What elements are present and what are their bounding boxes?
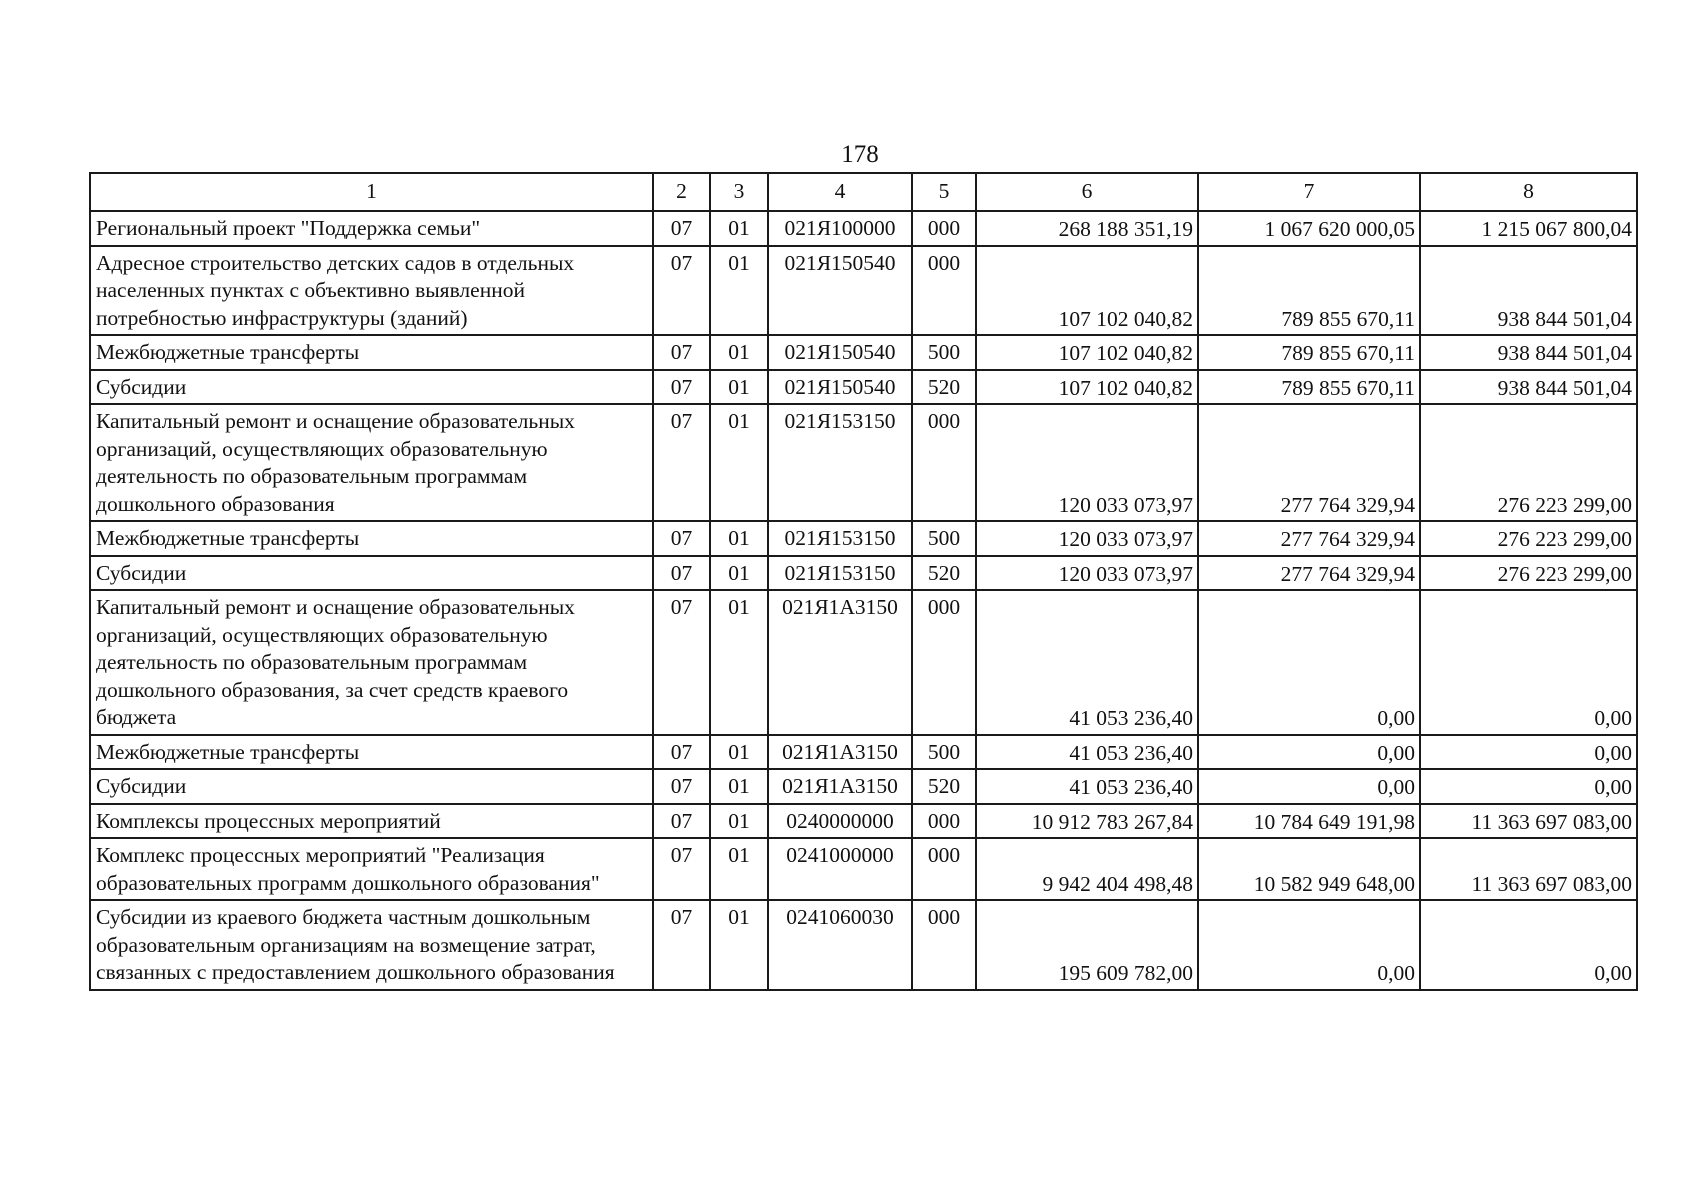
row-subsection: 01 [710,804,768,839]
row-amount-7: 277 764 329,94 [1198,521,1420,556]
col-header-6: 6 [976,173,1198,211]
row-expense-type: 000 [912,804,976,839]
row-amount-7: 0,00 [1198,900,1420,990]
row-expense-type: 500 [912,521,976,556]
row-section: 07 [653,590,710,735]
row-amount-7: 277 764 329,94 [1198,556,1420,591]
row-subsection: 01 [710,404,768,521]
row-amount-6: 107 102 040,82 [976,370,1198,405]
row-amount-8: 1 215 067 800,04 [1420,211,1637,246]
row-amount-6: 120 033 073,97 [976,404,1198,521]
row-expense-type: 520 [912,370,976,405]
row-name: Капитальный ремонт и оснащение образовательных организаций, осуществляющих образовательную деятельность по образовательным программам дошкольного образования, за счет средств краевого бюджета [90,590,653,735]
row-subsection: 01 [710,246,768,336]
row-expense-type: 500 [912,335,976,370]
row-expense-type: 000 [912,590,976,735]
row-name: Межбюджетные трансферты [90,735,653,770]
row-amount-7: 789 855 670,11 [1198,335,1420,370]
row-section: 07 [653,335,710,370]
row-amount-8: 276 223 299,00 [1420,556,1637,591]
col-header-8: 8 [1420,173,1637,211]
page-number: 178 [841,141,879,168]
row-amount-6: 41 053 236,40 [976,769,1198,804]
row-subsection: 01 [710,370,768,405]
row-section: 07 [653,900,710,990]
row-amount-8: 0,00 [1420,735,1637,770]
row-target-code: 021Я153150 [768,556,912,591]
table-row [90,370,1637,405]
row-target-code: 0241000000 [768,838,912,900]
row-expense-type: 000 [912,900,976,990]
row-amount-8: 938 844 501,04 [1420,335,1637,370]
row-amount-7: 0,00 [1198,769,1420,804]
table-row [90,804,1637,839]
row-target-code: 021Я1А3150 [768,769,912,804]
col-header-2: 2 [653,173,710,211]
row-expense-type: 000 [912,246,976,336]
row-expense-type: 000 [912,838,976,900]
table-row [90,735,1637,770]
row-amount-6: 120 033 073,97 [976,556,1198,591]
row-section: 07 [653,804,710,839]
row-amount-6: 9 942 404 498,48 [976,838,1198,900]
row-target-code: 021Я153150 [768,521,912,556]
row-amount-6: 195 609 782,00 [976,900,1198,990]
table-row [90,838,1637,900]
row-name: Субсидии [90,370,653,405]
row-amount-7: 789 855 670,11 [1198,246,1420,336]
row-amount-6: 41 053 236,40 [976,735,1198,770]
table-row [90,556,1637,591]
row-amount-8: 0,00 [1420,590,1637,735]
row-name: Субсидии [90,556,653,591]
row-amount-7: 0,00 [1198,735,1420,770]
row-name: Адресное строительство детских садов в отдельных населенных пунктах с объективно выявленной потребностью инфраструктуры (зданий) [90,246,653,336]
row-amount-6: 120 033 073,97 [976,521,1198,556]
row-subsection: 01 [710,590,768,735]
row-expense-type: 000 [912,404,976,521]
row-section: 07 [653,838,710,900]
row-target-code: 0241060030 [768,900,912,990]
row-amount-7: 789 855 670,11 [1198,370,1420,405]
row-subsection: 01 [710,735,768,770]
row-amount-6: 107 102 040,82 [976,335,1198,370]
row-name: Комплекс процессных мероприятий "Реализация образовательных программ дошкольного образования" [90,838,653,900]
table-row [90,246,1637,336]
row-name: Межбюджетные трансферты [90,335,653,370]
row-target-code: 021Я1А3150 [768,590,912,735]
row-subsection: 01 [710,521,768,556]
row-name: Региональный проект "Поддержка семьи" [90,211,653,246]
row-amount-7: 277 764 329,94 [1198,404,1420,521]
row-amount-8: 0,00 [1420,769,1637,804]
row-target-code: 021Я153150 [768,404,912,521]
row-target-code: 021Я100000 [768,211,912,246]
row-name: Капитальный ремонт и оснащение образовательных организаций, осуществляющих образовательную деятельность по образовательным программам дошкольного образования [90,404,653,521]
row-subsection: 01 [710,556,768,591]
row-subsection: 01 [710,335,768,370]
row-subsection: 01 [710,838,768,900]
row-amount-6: 10 912 783 267,84 [976,804,1198,839]
col-header-7: 7 [1198,173,1420,211]
row-subsection: 01 [710,900,768,990]
row-amount-7: 10 582 949 648,00 [1198,838,1420,900]
row-amount-6: 41 053 236,40 [976,590,1198,735]
row-amount-8: 938 844 501,04 [1420,246,1637,336]
row-amount-7: 1 067 620 000,05 [1198,211,1420,246]
header-row [90,173,1637,211]
table-row [90,900,1637,990]
col-header-5: 5 [912,173,976,211]
row-section: 07 [653,769,710,804]
row-expense-type: 500 [912,735,976,770]
row-target-code: 021Я150540 [768,335,912,370]
row-section: 07 [653,521,710,556]
row-subsection: 01 [710,211,768,246]
row-amount-8: 276 223 299,00 [1420,521,1637,556]
row-section: 07 [653,370,710,405]
row-name: Межбюджетные трансферты [90,521,653,556]
row-section: 07 [653,211,710,246]
row-amount-8: 276 223 299,00 [1420,404,1637,521]
row-amount-6: 268 188 351,19 [976,211,1198,246]
col-header-4: 4 [768,173,912,211]
row-section: 07 [653,404,710,521]
row-name: Комплексы процессных мероприятий [90,804,653,839]
row-target-code: 021Я150540 [768,370,912,405]
row-name: Субсидии из краевого бюджета частным дошкольным образовательным организациям на возмещение затрат, связанных с предоставлением дошкольного образования [90,900,653,990]
row-amount-7: 0,00 [1198,590,1420,735]
col-header-1: 1 [90,173,653,211]
row-target-code: 021Я1А3150 [768,735,912,770]
row-expense-type: 520 [912,769,976,804]
row-section: 07 [653,246,710,336]
table-row [90,404,1637,521]
row-expense-type: 000 [912,211,976,246]
row-target-code: 0240000000 [768,804,912,839]
row-amount-8: 11 363 697 083,00 [1420,838,1637,900]
row-section: 07 [653,556,710,591]
table-row [90,335,1637,370]
row-expense-type: 520 [912,556,976,591]
row-amount-7: 10 784 649 191,98 [1198,804,1420,839]
row-amount-8: 11 363 697 083,00 [1420,804,1637,839]
row-amount-8: 0,00 [1420,900,1637,990]
row-section: 07 [653,735,710,770]
row-name: Субсидии [90,769,653,804]
row-subsection: 01 [710,769,768,804]
row-target-code: 021Я150540 [768,246,912,336]
table-row [90,590,1637,735]
row-amount-6: 107 102 040,82 [976,246,1198,336]
table-row [90,211,1637,246]
col-header-3: 3 [710,173,768,211]
table-row [90,521,1637,556]
budget-table [89,172,1638,991]
row-amount-8: 938 844 501,04 [1420,370,1637,405]
table-row [90,769,1637,804]
